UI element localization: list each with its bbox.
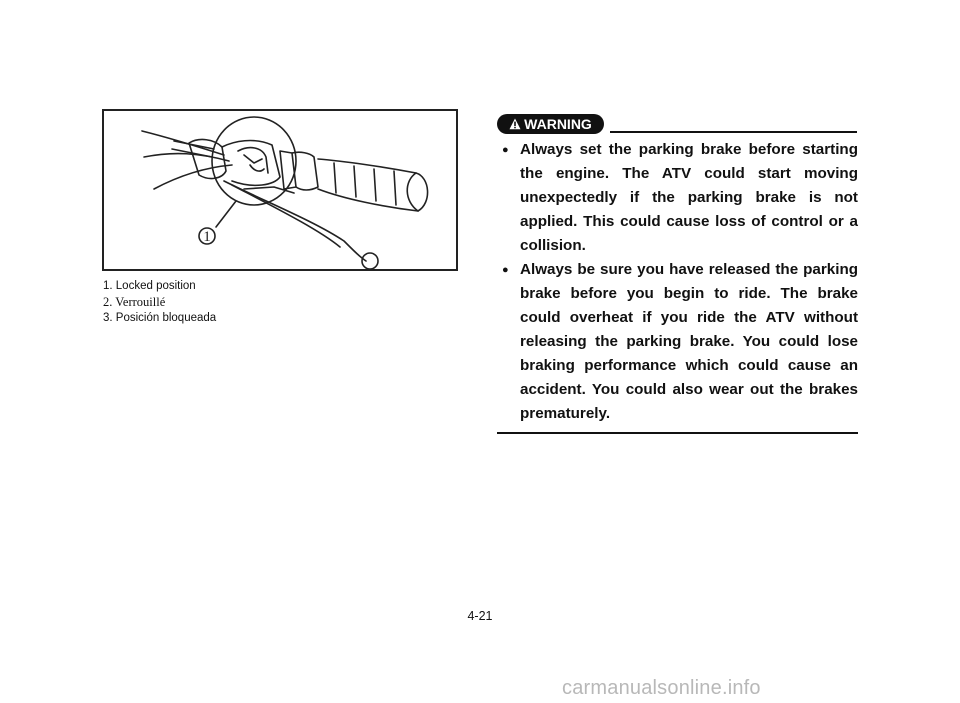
caption-spanish: 3. Posición bloqueada: [103, 312, 217, 324]
watermark: carmanualsonline.info: [562, 677, 761, 699]
warning-header: [497, 114, 858, 136]
warning-item-text: Always be sure you have released the parking brake before you begin to ride. The brake could overheat if you ride the ATV without releasing the parking brake. You could lose braking performance which could cause an accident. You could also wear out the brakes prematurely.: [520, 261, 858, 422]
caption-english: 1. Locked position: [103, 280, 196, 292]
warning-item-text: Always set the parking brake before starting the engine. The ATV could start moving unexpectedly if the parking brake is not applied. This could cause loss of control or a collision.: [520, 141, 858, 254]
warning-block: [497, 114, 858, 434]
bullet-icon: ●: [502, 264, 509, 276]
handlebar-illustration: [104, 111, 460, 273]
warning-top-rule: [610, 131, 857, 133]
warning-triangle-icon: [509, 118, 521, 130]
warning-item: [497, 258, 858, 426]
warning-item: [497, 138, 858, 258]
handlebar-figure: [102, 109, 458, 271]
bullet-icon: ●: [502, 144, 509, 156]
figure-callout-number: 1: [203, 229, 211, 245]
warning-items: [497, 138, 858, 426]
warning-badge: [497, 114, 604, 134]
warning-bottom-rule: [497, 432, 858, 434]
caption-french: 2. Verrouillé: [103, 295, 166, 309]
warning-label: WARNING: [524, 116, 592, 132]
figure-captions: [103, 278, 216, 326]
page-number: 4-21: [467, 609, 493, 623]
